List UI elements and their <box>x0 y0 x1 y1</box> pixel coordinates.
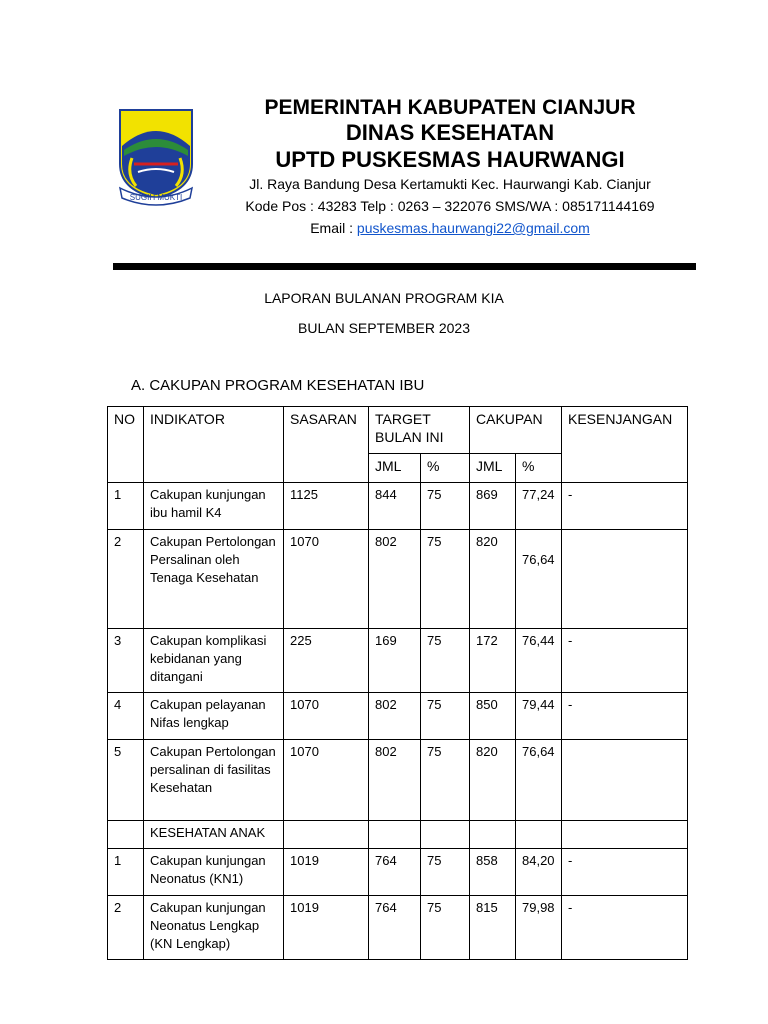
table-row <box>108 896 688 960</box>
header-sasaran: SASARAN <box>284 407 369 483</box>
cell-target-jml: 802 <box>369 740 421 821</box>
cell-target-pct: 75 <box>421 896 470 960</box>
table-row <box>108 740 688 821</box>
section-label-anak: KESEHATAN ANAK <box>144 821 284 849</box>
header-cakupan-jml: JML <box>470 454 516 483</box>
cell-target-pct: 75 <box>421 740 470 821</box>
cell-cakupan-jml: 850 <box>470 693 516 740</box>
cell-target-jml: 169 <box>369 629 421 693</box>
cell-target-pct: 75 <box>421 530 470 629</box>
cell-indikator: Cakupan kunjungan ibu hamil K4 <box>144 483 284 530</box>
cell-sasaran: 1125 <box>284 483 369 530</box>
cell-cakupan-jml: 820 <box>470 740 516 821</box>
cell-kesenjangan: - <box>562 693 688 740</box>
email-line <box>200 217 700 239</box>
header-divider <box>113 263 696 270</box>
logo-motto: SUGIH MUKTI <box>129 193 183 202</box>
cell-no: 2 <box>108 530 144 629</box>
cell-no: 5 <box>108 740 144 821</box>
section-heading: A. CAKUPAN PROGRAM KESEHATAN IBU <box>131 377 425 394</box>
cell-no: 2 <box>108 896 144 960</box>
cell-kesenjangan <box>562 740 688 821</box>
cell-sasaran: 1070 <box>284 693 369 740</box>
kia-coverage-table <box>107 406 688 960</box>
cell-target-pct: 75 <box>421 483 470 530</box>
letterhead <box>200 96 700 239</box>
cell-indikator: Cakupan Pertolongan Persalinan oleh Tenaga Kesehatan <box>144 530 284 629</box>
table-row <box>108 849 688 896</box>
table-header-row <box>108 407 688 454</box>
cell-target-pct: 75 <box>421 849 470 896</box>
cell-sasaran: 1070 <box>284 530 369 629</box>
cell-no: 1 <box>108 849 144 896</box>
cell-cakupan-pct: 76,64 <box>516 740 562 821</box>
table-row <box>108 483 688 530</box>
cell-cakupan-jml: 172 <box>470 629 516 693</box>
cell-target-jml: 764 <box>369 896 421 960</box>
cell-sasaran: 225 <box>284 629 369 693</box>
cell-indikator: Cakupan komplikasi kebidanan yang ditangani <box>144 629 284 693</box>
report-title: LAPORAN BULANAN PROGRAM KIA <box>264 290 504 306</box>
cell-cakupan-pct: 76,44 <box>516 629 562 693</box>
table-row <box>108 629 688 693</box>
cell-cakupan-jml: 869 <box>470 483 516 530</box>
department-name: DINAS KESEHATAN <box>345 120 555 145</box>
report-period: BULAN SEPTEMBER 2023 <box>298 320 470 336</box>
contact-info: Kode Pos : 43283 Telp : 0263 – 322076 SMS/WA : 085171144169 <box>245 198 655 214</box>
cell-target-jml: 844 <box>369 483 421 530</box>
cell-kesenjangan: - <box>562 629 688 693</box>
cell-target-jml: 802 <box>369 530 421 629</box>
cell-cakupan-pct: 79,98 <box>516 896 562 960</box>
cell-kesenjangan: - <box>562 896 688 960</box>
cell-no: 1 <box>108 483 144 530</box>
section-row-kesehatan-anak <box>108 821 688 849</box>
cell-sasaran: 1019 <box>284 849 369 896</box>
cell-indikator: Cakupan kunjungan Neonatus (KN1) <box>144 849 284 896</box>
header-target: TARGET BULAN INI <box>369 407 470 454</box>
cell-kesenjangan: - <box>562 483 688 530</box>
header-target-jml: JML <box>369 454 421 483</box>
cell-cakupan-pct: 79,44 <box>516 693 562 740</box>
address: Jl. Raya Bandung Desa Kertamukti Kec. Haurwangi Kab. Cianjur <box>249 176 651 192</box>
header-cakupan-pct: % <box>516 454 562 483</box>
cell-cakupan-jml: 815 <box>470 896 516 960</box>
cell-cakupan-pct: 76,64 <box>516 530 562 629</box>
government-name: PEMERINTAH KABUPATEN CIANJUR <box>264 96 636 119</box>
cell-indikator: Cakupan Pertolongan persalinan di fasilitas Kesehatan <box>144 740 284 821</box>
cell-target-pct: 75 <box>421 629 470 693</box>
puskesmas-logo <box>114 106 198 206</box>
cell-cakupan-pct: 77,24 <box>516 483 562 530</box>
cell-cakupan-pct: 84,20 <box>516 849 562 896</box>
cell-no: 3 <box>108 629 144 693</box>
header-target-pct: % <box>421 454 470 483</box>
cell-target-pct: 75 <box>421 693 470 740</box>
header-indikator: INDIKATOR <box>144 407 284 483</box>
header-no: NO <box>108 407 144 483</box>
cell-no: 4 <box>108 693 144 740</box>
cell-kesenjangan <box>562 530 688 629</box>
table-row <box>108 693 688 740</box>
table-row <box>108 530 688 629</box>
header-kesenjangan: KESENJANGAN <box>562 407 688 483</box>
cell-sasaran: 1070 <box>284 740 369 821</box>
cell-cakupan-jml: 820 <box>470 530 516 629</box>
cell-indikator: Cakupan pelayanan Nifas lengkap <box>144 693 284 740</box>
email-link[interactable]: puskesmas.haurwangi22@gmail.com <box>356 220 590 236</box>
cell-kesenjangan: - <box>562 849 688 896</box>
cell-indikator: Cakupan kunjungan Neonatus Lengkap (KN Lengkap) <box>144 896 284 960</box>
puskesmas-name: UPTD PUSKESMAS HAURWANGI <box>275 147 625 172</box>
cell-sasaran: 1019 <box>284 896 369 960</box>
cell-target-jml: 764 <box>369 849 421 896</box>
cell-cakupan-jml: 858 <box>470 849 516 896</box>
email-label: Email : <box>310 220 357 236</box>
header-cakupan: CAKUPAN <box>470 407 562 454</box>
cell-target-jml: 802 <box>369 693 421 740</box>
